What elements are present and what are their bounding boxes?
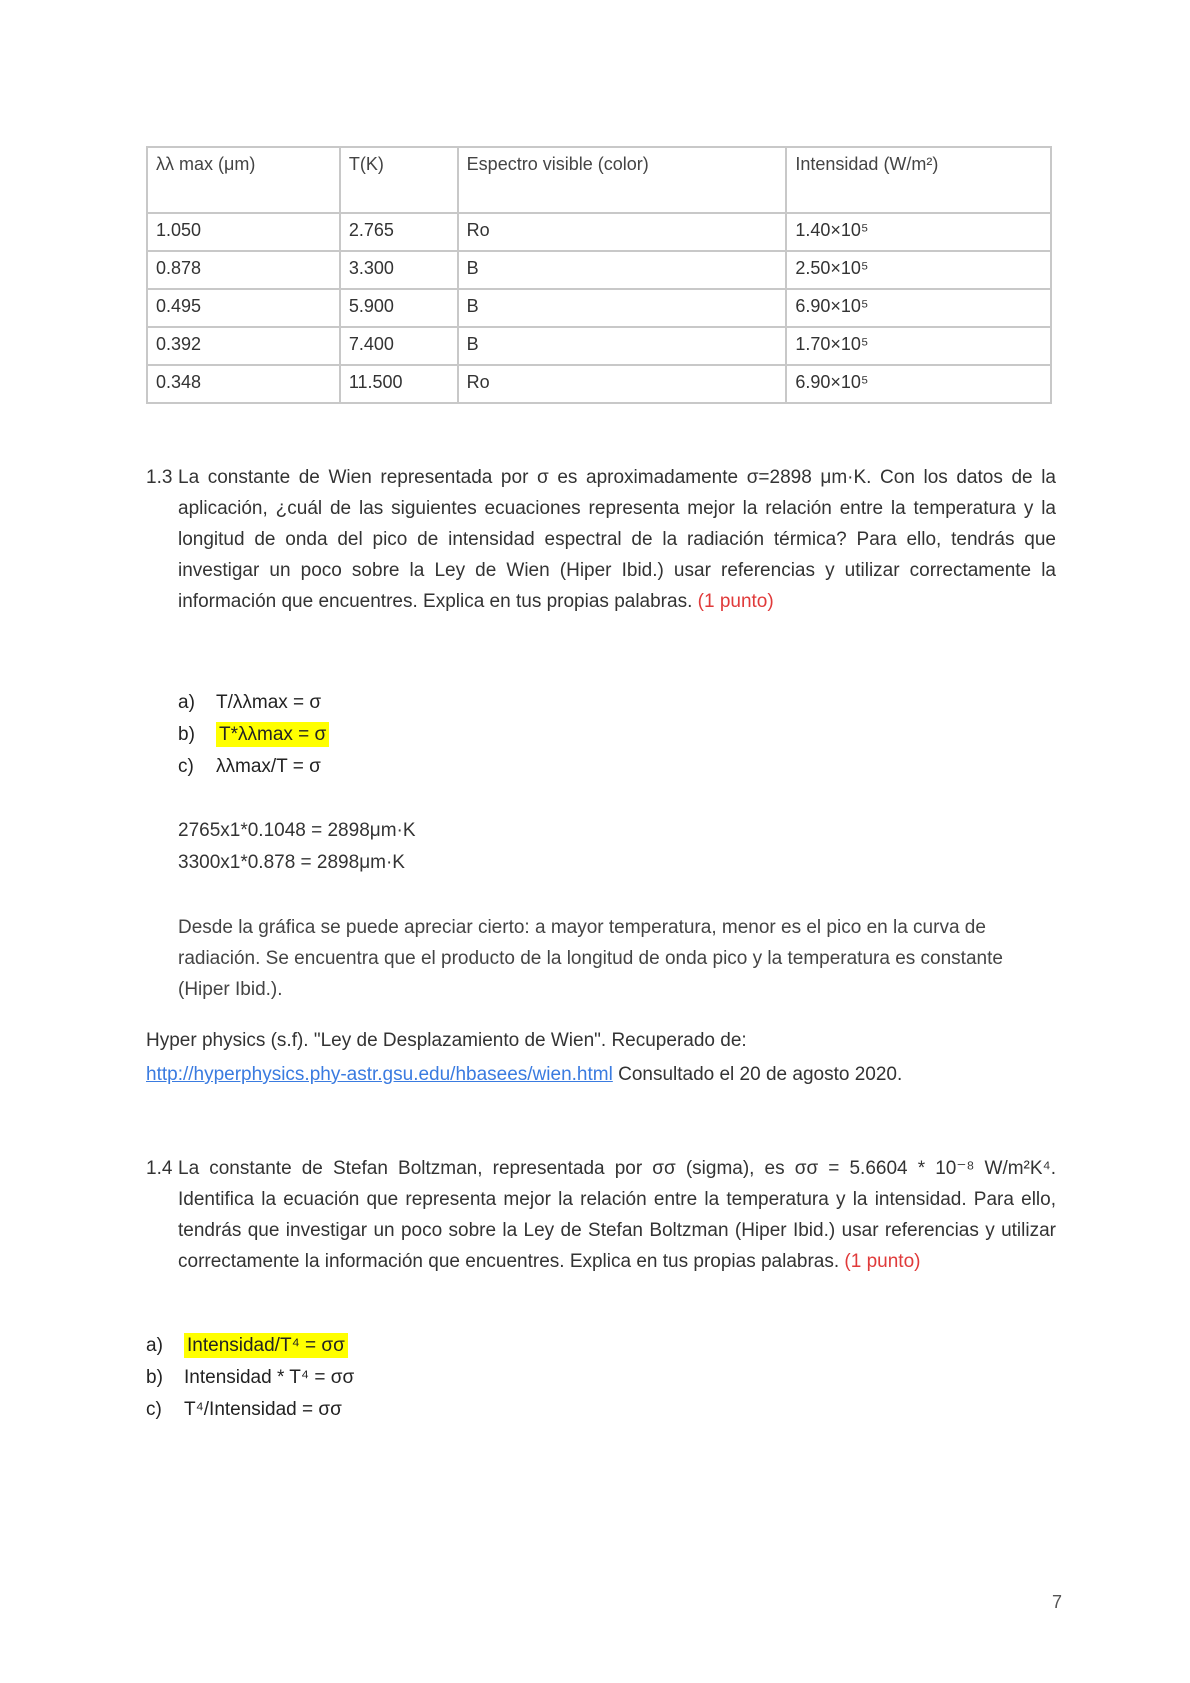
- option-text: λλmax/T = σ: [216, 756, 321, 777]
- option-label: a): [178, 692, 195, 713]
- question-1-4: [146, 1153, 1056, 1277]
- table-cell: 1.70×10⁵: [786, 327, 1051, 365]
- calculation-line-1: 2765x1*0.1048 = 2898μm·K: [178, 820, 416, 841]
- table-cell: 0.878: [147, 251, 340, 289]
- question-1-3: [146, 462, 1056, 617]
- reference-text: Hyper physics (s.f). "Ley de Desplazamiento de Wien". Recuperado de:: [146, 1030, 747, 1051]
- table-cell: 7.400: [340, 327, 458, 365]
- option-label: c): [146, 1399, 162, 1420]
- question-text-block: [178, 462, 1056, 617]
- option-text: T/λλmax = σ: [216, 692, 322, 713]
- question-number: 1.3: [146, 467, 173, 488]
- question-text-block: [178, 1153, 1056, 1277]
- option-c: [146, 1394, 354, 1426]
- table-cell: 6.90×10⁵: [786, 365, 1051, 403]
- table-cell: B: [458, 327, 787, 365]
- question-text: La constante de Wien representada por σ es aproximadamente σ=2898 μm·K. Con los datos de la aplicación, ¿cuál de las siguientes ecuaciones representa mejor la relación entre la temperatura y la longitud de onda del pico de intensidad espectral de la radiación térmica? Para ello, tendrás que investigar un poco sobre la Ley de Wien (Hiper Ibid.) usar referencias y utilizar correctamente la información que encuentres. Explica en tus propias palabras.: [178, 467, 1056, 612]
- table-cell: 1.40×10⁵: [786, 213, 1051, 251]
- question-number: 1.4: [146, 1158, 173, 1179]
- table-cell: 0.392: [147, 327, 340, 365]
- table-cell: Ro: [458, 365, 787, 403]
- question-text: La constante de Stefan Boltzman, representada por σσ (sigma), es σσ = 5.6604 * 10⁻⁸ W/m²K⁴. Identifica la ecuación que representa mejor la relación entre la temperatura y la intensidad. Para ello, tendrás que investigar un poco sobre la Ley de Stefan Boltzman (Hiper Ibid.) usar referencias y utilizar correctamente la información que encuentres. Explica en tus propias palabras.: [178, 1158, 1056, 1272]
- table-cell: Ro: [458, 213, 787, 251]
- table-cell: 0.348: [147, 365, 340, 403]
- page-number: 7: [1052, 1592, 1063, 1612]
- option-label: b): [146, 1367, 163, 1388]
- table-row: [147, 251, 1051, 289]
- table-row: [147, 213, 1051, 251]
- explanation-paragraph: Desde la gráfica se puede apreciar cierto: a mayor temperatura, menor es el pico en la curva de radiación. Se encuentra que el producto de la longitud de onda pico y la temperatura es constante (Hiper Ibid.).: [178, 917, 1003, 1000]
- option-text-highlighted: Intensidad/T⁴ = σσ: [184, 1333, 348, 1358]
- header-wavelength: λλ max (μm): [147, 147, 340, 213]
- option-b: [178, 719, 329, 751]
- option-b: [146, 1362, 354, 1394]
- data-table-wrapper: [146, 146, 1052, 404]
- option-a: [178, 687, 329, 719]
- table-cell: 1.050: [147, 213, 340, 251]
- option-text-highlighted: T*λλmax = σ: [216, 722, 329, 747]
- reference-link[interactable]: http://hyperphysics.phy-astr.gsu.edu/hbasees/wien.html: [146, 1064, 613, 1085]
- table-row: [147, 289, 1051, 327]
- option-a: [146, 1330, 354, 1362]
- header-visible-spectrum: Espectro visible (color): [458, 147, 787, 213]
- question-points: (1 punto): [697, 591, 774, 612]
- table-cell: 11.500: [340, 365, 458, 403]
- header-temperature: T(K): [340, 147, 458, 213]
- reference-consulted: Consultado el 20 de agosto 2020.: [618, 1064, 903, 1085]
- table-cell: B: [458, 289, 787, 327]
- header-intensity: Intensidad (W/m²): [786, 147, 1051, 213]
- table-cell: 2.765: [340, 213, 458, 251]
- calculation-line-2: 3300x1*0.878 = 2898μm·K: [178, 852, 405, 873]
- table-cell: 5.900: [340, 289, 458, 327]
- table-row: [147, 327, 1051, 365]
- table-cell: 2.50×10⁵: [786, 251, 1051, 289]
- option-c: [178, 751, 329, 783]
- table-cell: 3.300: [340, 251, 458, 289]
- reference-block: [146, 1024, 1056, 1092]
- option-label: a): [146, 1335, 163, 1356]
- q2-options-list: [146, 1330, 354, 1426]
- option-label: b): [178, 724, 195, 745]
- question-points: (1 punto): [844, 1251, 921, 1272]
- table-cell: B: [458, 251, 787, 289]
- wien-data-table: [146, 146, 1052, 404]
- option-label: c): [178, 756, 194, 777]
- table-cell: 0.495: [147, 289, 340, 327]
- table-header-row: [147, 147, 1051, 213]
- table-row: [147, 365, 1051, 403]
- option-text: T⁴/Intensidad = σσ: [184, 1399, 342, 1420]
- q1-options-list: [178, 687, 329, 783]
- table-cell: 6.90×10⁵: [786, 289, 1051, 327]
- option-text: Intensidad * T⁴ = σσ: [184, 1367, 355, 1388]
